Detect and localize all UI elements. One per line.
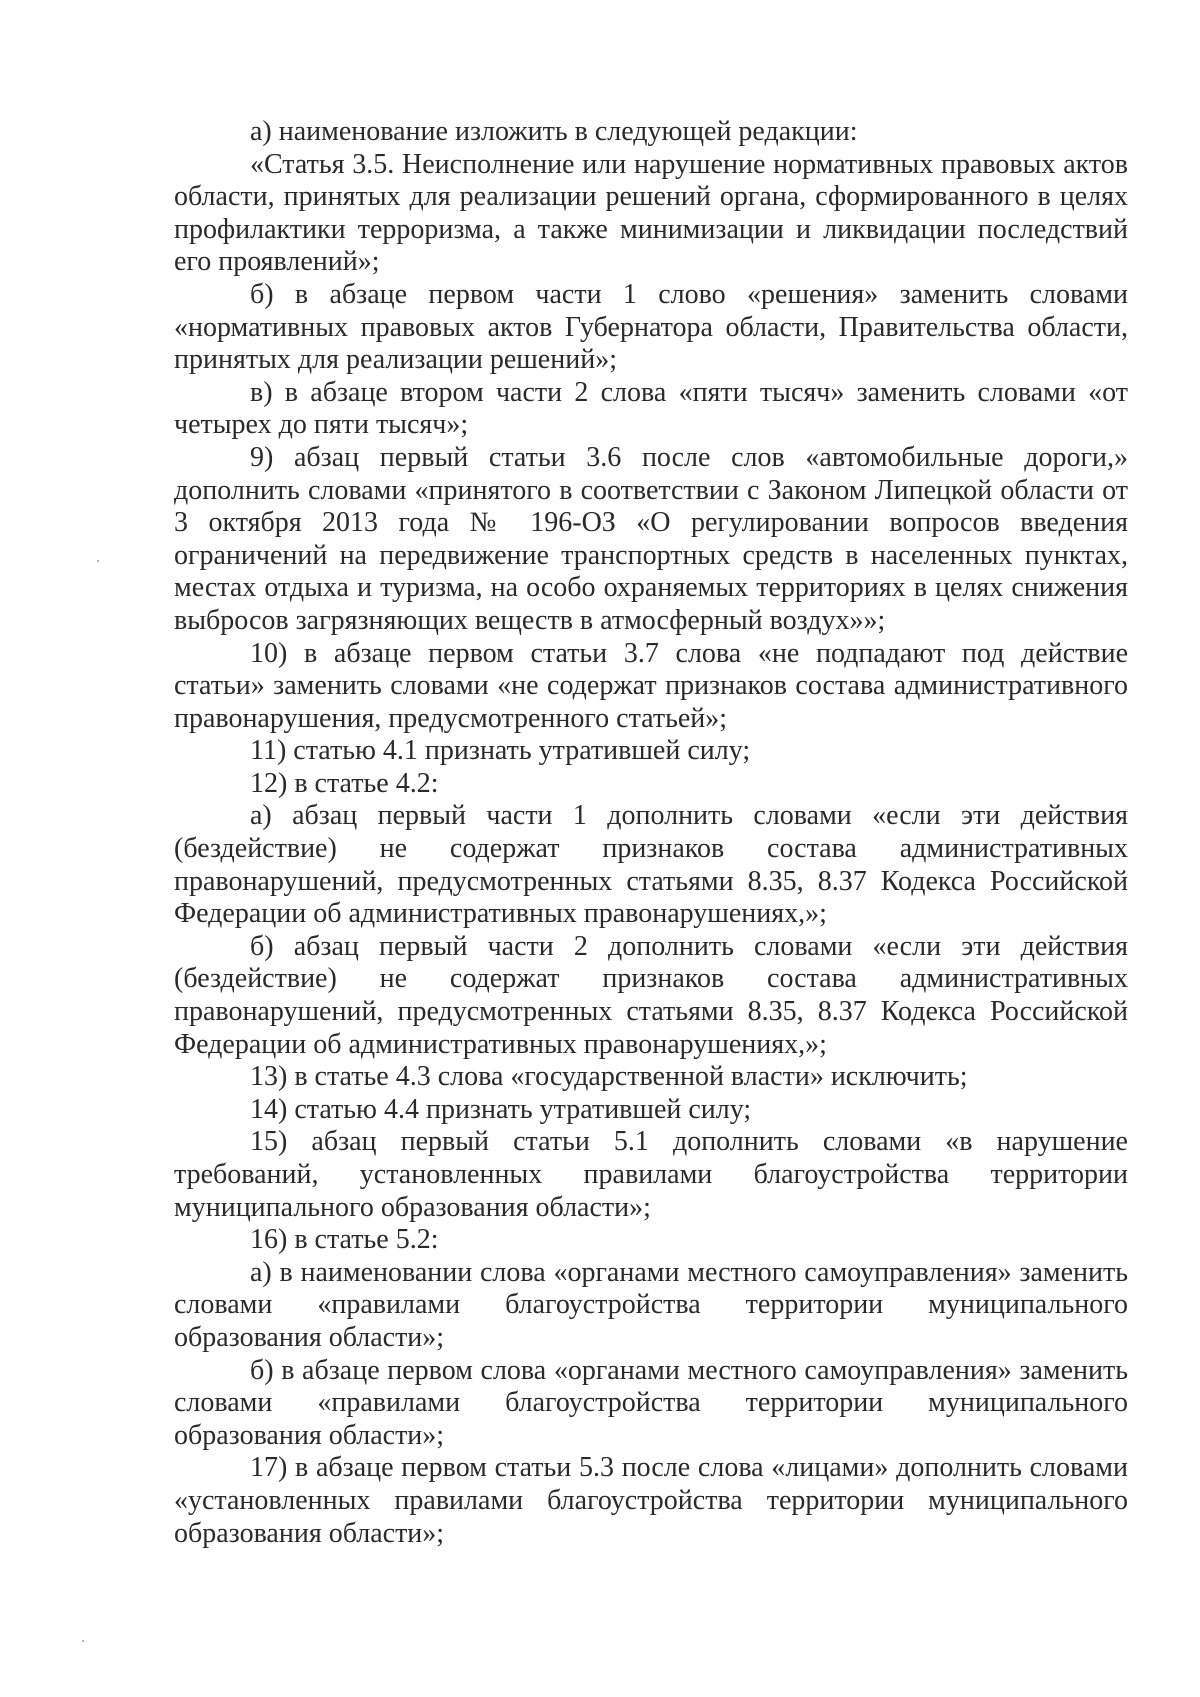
document-body bbox=[174, 116, 1128, 1550]
paragraph-item-13: 13) в статье 4.3 слова «государственной власти» исключить; bbox=[250, 1061, 968, 1093]
scan-speck bbox=[97, 560, 99, 562]
paragraph-item-12-a: а) абзац первый части 1 дополнить словами «если эти действия (бездействие) не содержат признаков состава административных правонарушений, предусмотренных статьями 8.35, 8.37 Кодекса Российской Федерации об административных правонарушениях,»; bbox=[174, 800, 1128, 930]
paragraph-item-b-part-1: б) в абзаце первом части 1 слово «решения» заменить словами «нормативных правовых актов Губернатора области, Правительства области, принятых для реализации решений»; bbox=[174, 278, 1128, 376]
paragraph-item-14: 14) статью 4.4 признать утратившей силу; bbox=[250, 1093, 752, 1125]
paragraph-article-3-5-title: «Статья 3.5. Неисполнение или нарушение нормативных правовых актов области, принятых для реализации решений органа, сформированного в целях профилактики терроризма, а также минимизации и ликвидации последствий его проявлений»; bbox=[174, 148, 1128, 278]
paragraph-item-v-part-2: в) в абзаце втором части 2 слова «пяти тысяч» заменить словами «от четырех до пяти тысяч»; bbox=[174, 376, 1128, 441]
paragraph-item-16: 16) в статье 5.2: bbox=[250, 1224, 439, 1256]
paragraph-item-17: 17) в абзаце первом статьи 5.3 после слова «лицами» дополнить словами «установленных правилами благоустройства территории муниципального образования области»; bbox=[174, 1452, 1128, 1549]
paragraph-item-a-title: а) наименование изложить в следующей редакции: bbox=[250, 116, 858, 147]
paragraph-item-16-b: б) в абзаце первом слова «органами местного самоуправления» заменить словами «правилами благоустройства территории муниципального образования области»; bbox=[174, 1354, 1128, 1451]
paragraph-item-12: 12) в статье 4.2: bbox=[250, 767, 439, 799]
scan-speck bbox=[82, 1640, 84, 1642]
paragraph-item-10: 10) в абзаце первом статьи 3.7 слова «не подпадают под действие статьи» заменить словами «не содержат признаков состава административного правонарушения, предусмотренного статьей»; bbox=[174, 637, 1128, 734]
paragraph-item-12-b: б) абзац первый части 2 дополнить словами «если эти действия (бездействие) не содержат признаков состава административных правонарушений, предусмотренных статьями 8.35, 8.37 Кодекса Российской Федерации об административных правонарушениях,»; bbox=[174, 930, 1128, 1060]
paragraph-item-15: 15) абзац первый статьи 5.1 дополнить словами «в нарушение требований, установленных правилами благоустройства территории муниципального образования области»; bbox=[174, 1126, 1128, 1223]
paragraph-item-16-a: а) в наименовании слова «органами местного самоуправления» заменить словами «правилами благоустройства территории муниципального образования области»; bbox=[174, 1256, 1128, 1353]
paragraph-item-9: 9) абзац первый статьи 3.6 после слов «автомобильные дороги,» дополнить словами «принятого в соответствии с Законом Липецкой области от 3 октября 2013 года № 196-ОЗ «О регулировании вопросов введения ограничений на передвижение транспортных средств в населенных пунктах, местах отдыха и туризма, на особо охраняемых территориях в целях снижения выбросов загрязняющих веществ в атмосферный воздух»»; bbox=[174, 441, 1128, 636]
paragraph-item-11: 11) статью 4.1 признать утратившей силу; bbox=[250, 735, 751, 767]
